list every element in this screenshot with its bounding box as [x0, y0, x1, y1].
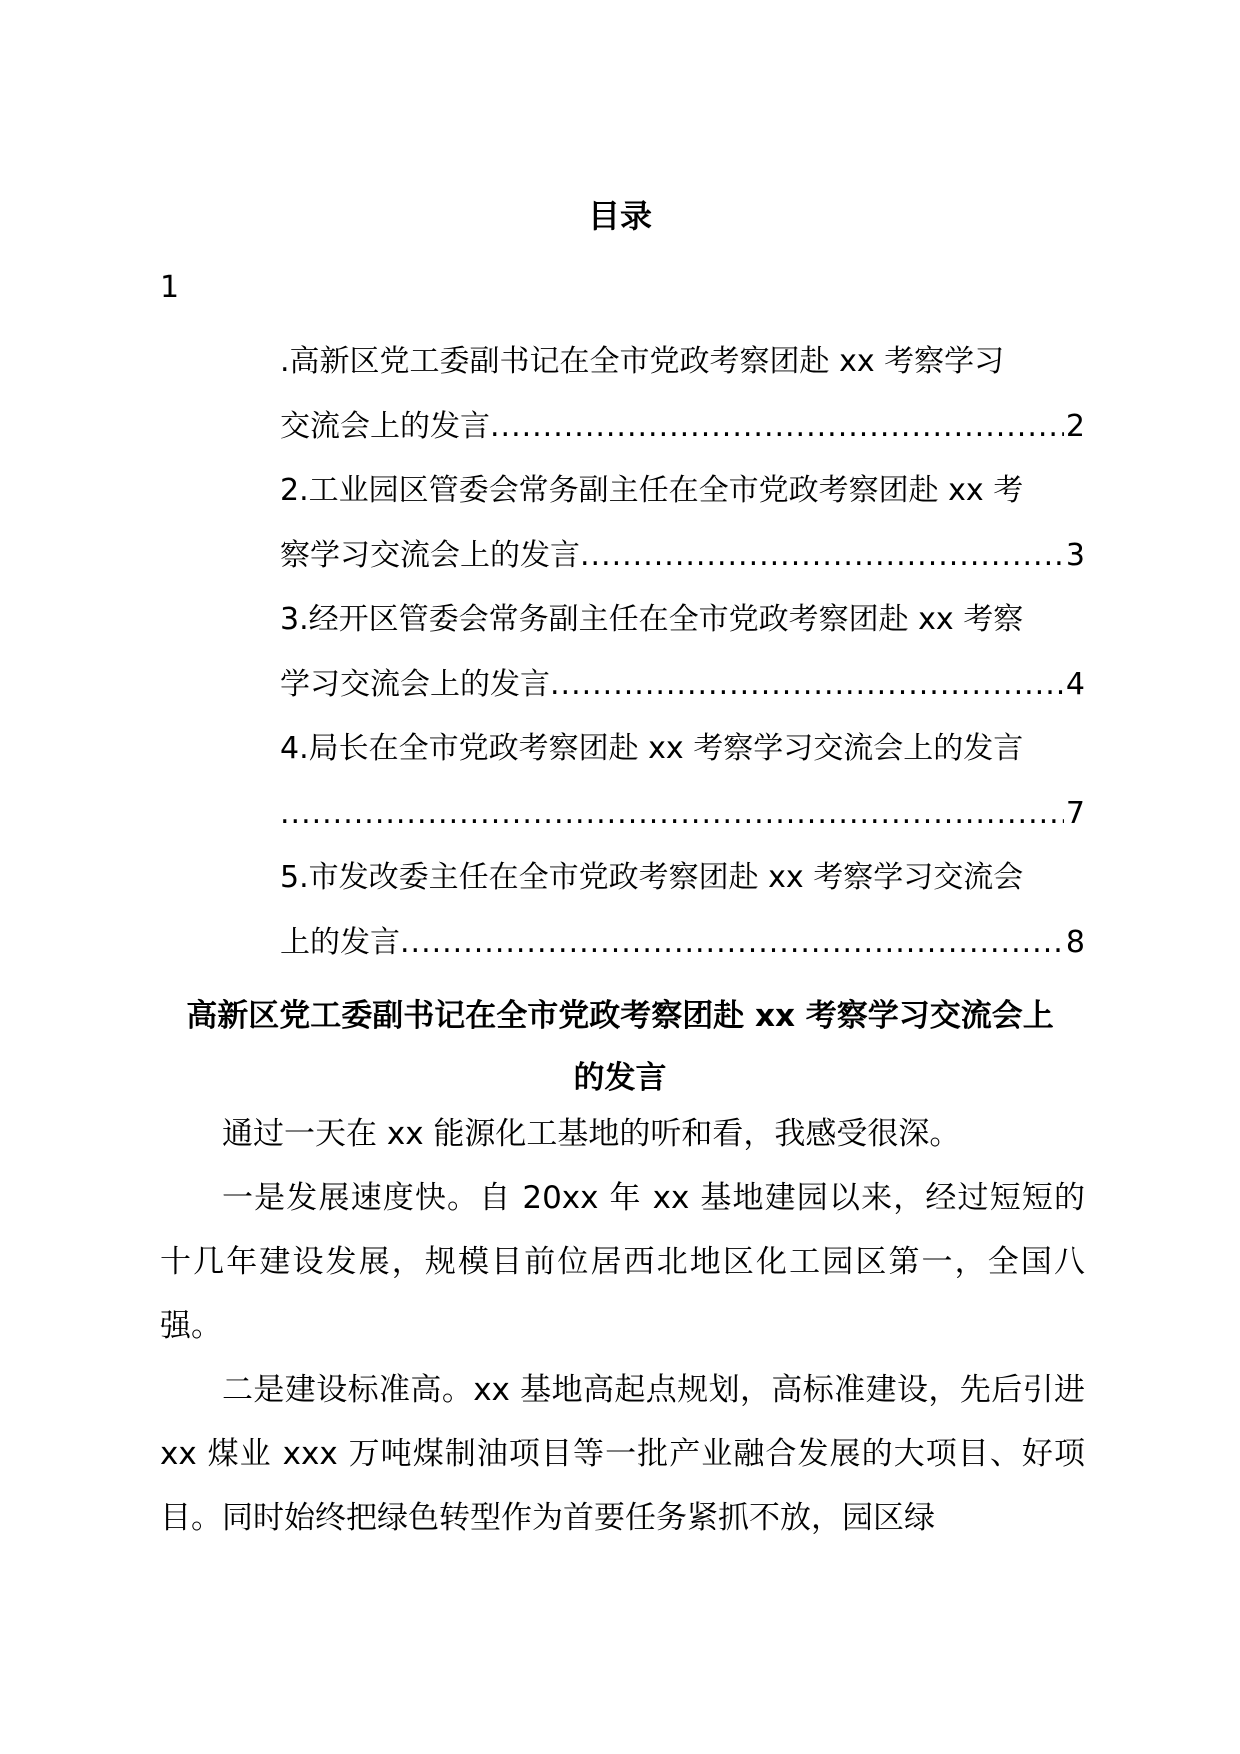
toc-page-number: 2	[1065, 409, 1085, 444]
toc-leader-dots	[490, 394, 1064, 459]
toc-page-number: 3	[1065, 538, 1085, 573]
toc-entry-text-end: 上的发言	[280, 925, 400, 960]
toc-entry-text: 3.经开区管委会常务副主任在全市党政考察团赴 xx 考察	[280, 602, 1024, 637]
toc-page-number: 8	[1065, 925, 1085, 960]
toc-entry-4[interactable]	[280, 717, 1085, 846]
toc-entry-text: 5.市发改委主任在全市党政考察团赴 xx 考察学习交流会	[280, 860, 1024, 895]
toc-entry-1[interactable]	[280, 330, 1085, 459]
toc-entry-3[interactable]	[280, 588, 1085, 717]
toc-entry-text-end: 交流会上的发言	[280, 409, 490, 444]
toc-entry-2[interactable]	[280, 459, 1085, 588]
toc-entry-text: .高新区党工委副书记在全市党政考察团赴 xx 考察学习	[280, 344, 1005, 379]
toc-entry-5[interactable]	[280, 846, 1085, 975]
toc-entry-text: 4.局长在全市党政考察团赴 xx 考察学习交流会上的发言	[280, 731, 1024, 766]
article-title	[150, 985, 1090, 1109]
toc-title: 目录	[587, 197, 652, 235]
toc-entry-text-end: 察学习交流会上的发言	[280, 538, 580, 573]
body-paragraph: 一是发展速度快。自 20xx 年 xx 基地建园以来，经过短短的十几年建设发展，规模目前位居西北地区化工园区第一，全国八强。	[160, 1180, 1085, 1344]
toc-leader-dots	[580, 523, 1064, 588]
toc-leader-dots	[550, 652, 1064, 717]
toc-lead-number: 1	[160, 270, 180, 305]
body-paragraph: 通过一天在 xx 能源化工基地的听和看，我感受很深。	[222, 1116, 961, 1152]
toc-leader-dots	[280, 781, 1064, 846]
article-title-line-1: 高新区党工委副书记在全市党政考察团赴 xx 考察学习交流会上	[186, 998, 1054, 1034]
toc-entry-text-end: 学习交流会上的发言	[280, 667, 550, 702]
toc-entry-text: 2.工业园区管委会常务副主任在全市党政考察团赴 xx 考	[280, 473, 1024, 508]
toc-page-number: 4	[1065, 667, 1085, 702]
toc-page-number: 7	[1065, 796, 1085, 831]
body-paragraph: 二是建设标准高。xx 基地高起点规划，高标准建设，先后引进 xx 煤业 xxx 万吨煤制油项目等一批产业融合发展的大项目、好项目。同时始终把绿色转型作为首要任务紧抓不放，园区绿	[160, 1372, 1085, 1536]
toc-leader-dots	[400, 910, 1064, 975]
toc-entries	[280, 330, 1085, 975]
article-title-line-2: 的发言	[573, 1060, 667, 1096]
article-body	[160, 1102, 1085, 1550]
